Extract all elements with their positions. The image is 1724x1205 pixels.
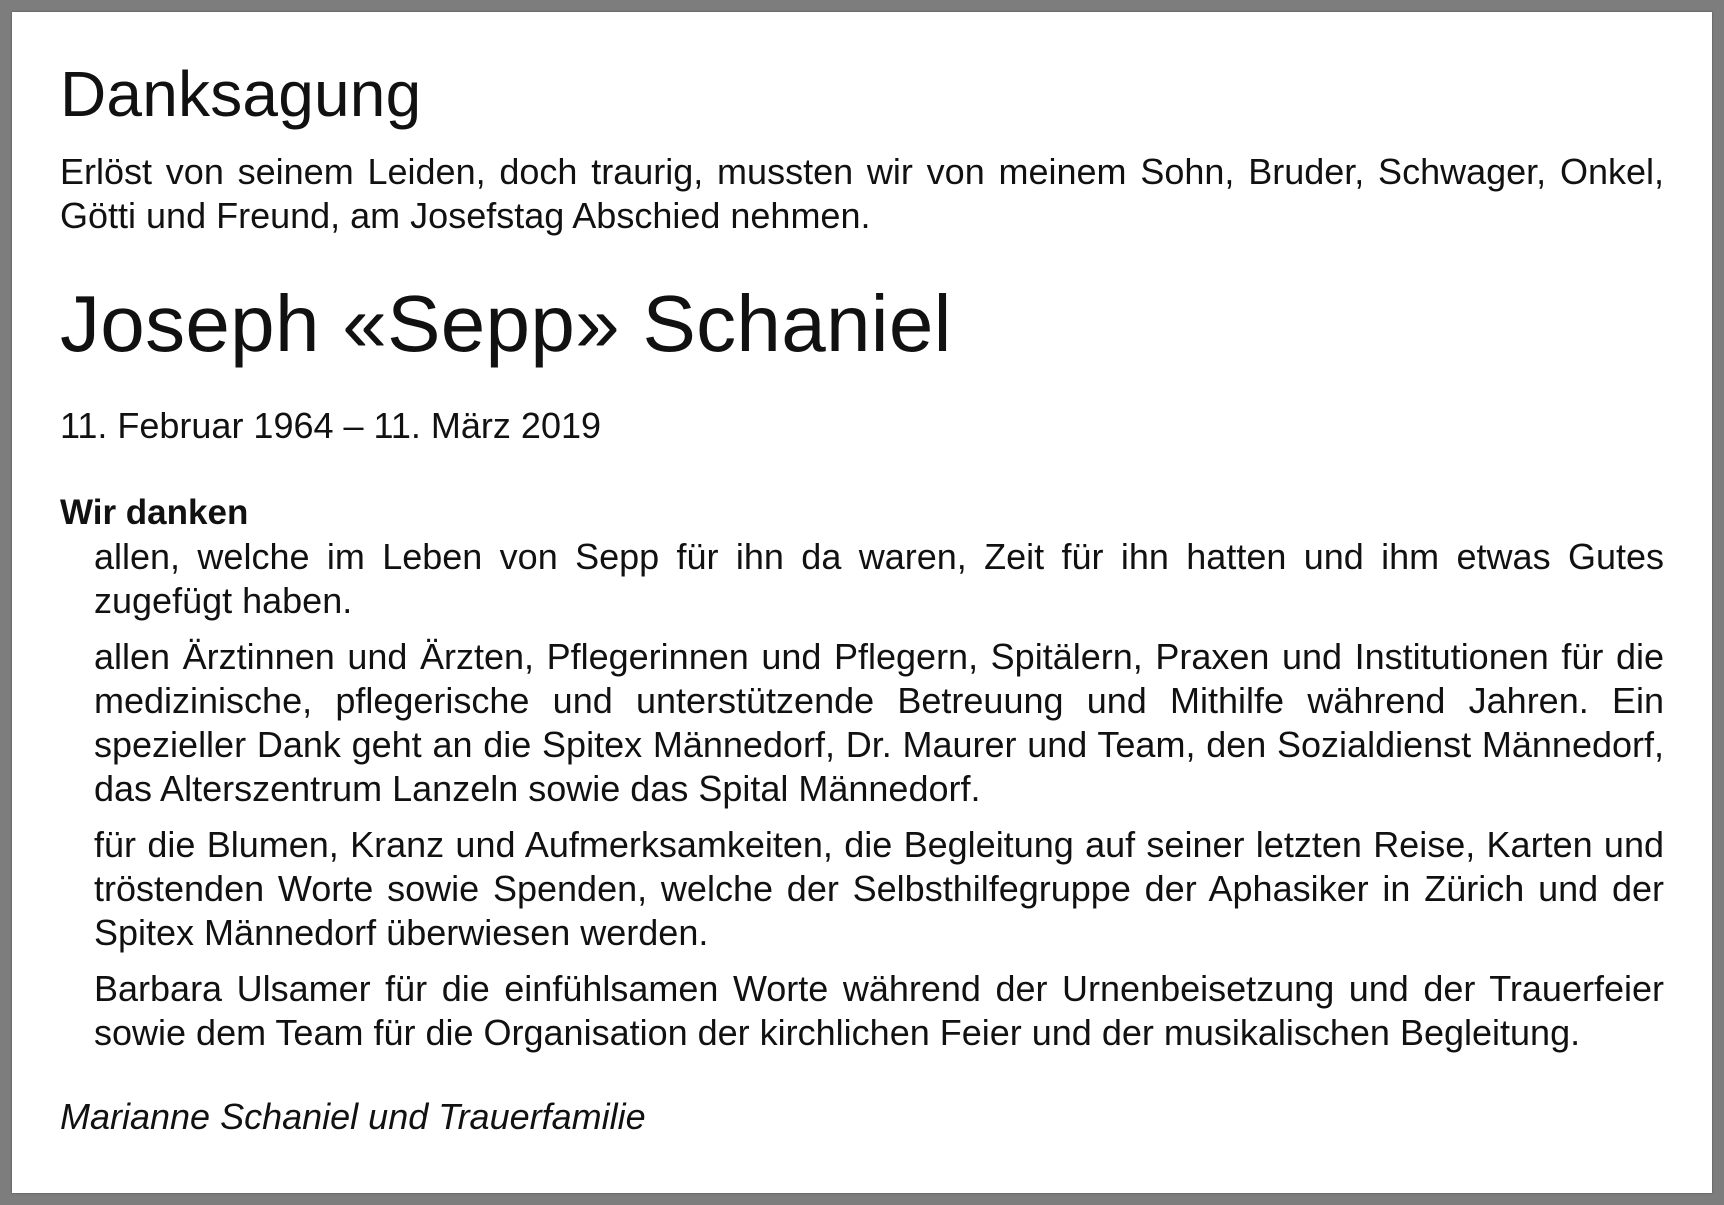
thanks-item: allen, welche im Leben von Sepp für ihn da waren, Zeit für ihn hatten und ihm etwas Gutes zugefügt haben. [94, 536, 1664, 621]
thanks-list [60, 535, 1664, 1055]
life-dates: 11. Februar 1964 – 11. März 2019 [60, 405, 602, 446]
thanks-heading: Wir danken [60, 493, 249, 532]
obituary-card [12, 12, 1712, 1193]
thanks-item: für die Blumen, Kranz und Aufmerksamkeiten, die Begleitung auf seiner letzten Reise, Karten und tröstenden Worte sowie Spenden, welche der Selbsthilfegruppe der Aphasiker in Zürich und der Spitex Männedorf überwiesen werden. [94, 824, 1664, 953]
deceased-name: Joseph «Sepp» Schaniel [60, 279, 952, 368]
notice-title: Danksagung [60, 58, 422, 130]
signature: Marianne Schaniel und Trauerfamilie [60, 1096, 646, 1137]
thanks-item: allen Ärztinnen und Ärzten, Pflegerinnen und Pflegern, Spitälern, Praxen und Institutionen für die medizinische, pflegerische und unterstützende Betreuung und Mithilfe während Jahren. Ein spezieller Dank geht an die Spitex Männedorf, Dr. Maurer und Team, den Sozialdienst Männedorf, das Alterszentrum Lanzeln sowie das Spital Männedorf. [94, 636, 1664, 809]
thanks-item: Barbara Ulsamer für die einfühlsamen Worte während der Urnenbeisetzung und der Trauerfeier sowie dem Team für die Organisation der kirchlichen Feier und der musikalischen Begleitung. [94, 968, 1664, 1053]
notice-content [60, 48, 1664, 1139]
intro-text: Erlöst von seinem Leiden, doch traurig, mussten wir von meinem Sohn, Bruder, Schwager, Onkel, Götti und Freund, am Josefstag Abschied nehmen. [60, 151, 1664, 236]
